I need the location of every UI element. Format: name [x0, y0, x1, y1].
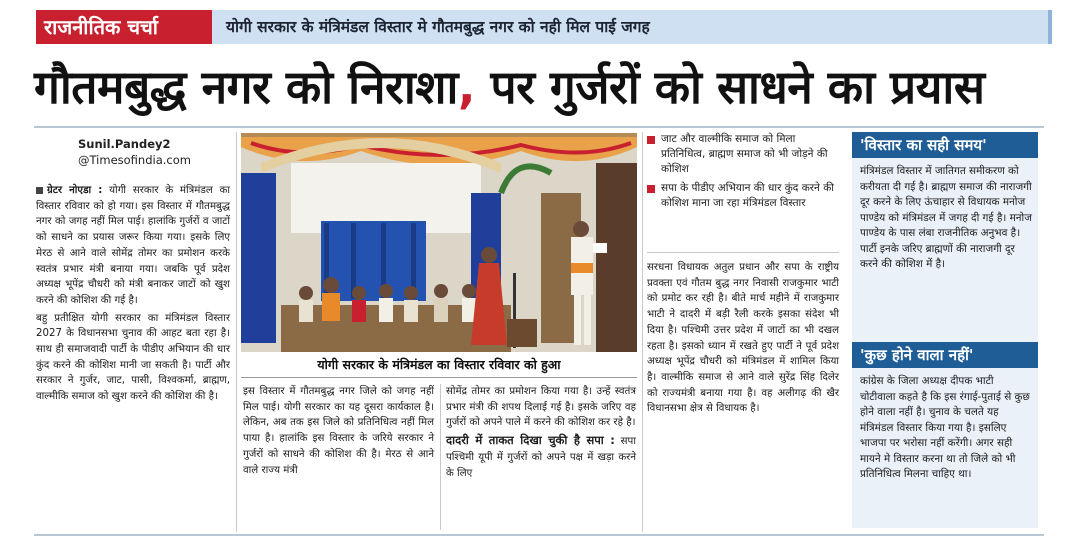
subheading: दादरी में ताकत दिखा चुकी है सपा : — [446, 433, 615, 448]
band-edge — [1048, 10, 1052, 44]
section-band — [36, 10, 1050, 44]
photo-caption: योगी सरकार के मंत्रिमंडल का विस्तार रविवार को हुआ — [241, 352, 637, 378]
bullets-rule — [647, 252, 839, 253]
article-column-3 — [446, 384, 636, 483]
column4-text: सरधना विधायक अतुल प्रधान और सपा के राष्ट्रीय प्रवक्ता एवं गौतम बुद्ध नगर निवासी राजकुमार भाटी को प्रमोट कर रही है। बीते मार्च महीने में राजकुमार भाटी ने दादरी में बड़ी रैली करके इसका संदेश भी दिया है। पश्चिमी उत्तर प्रदेश में जाटों का भी दखल रहता है। इसको ध्यान में रखते हुए पार्टी ने पूर्व प्रदेश अध्यक्ष भूपेंद्र चौधरी को मंत्रिमंडल में शामिल किया है। वाल्मीकि समाज से आने वाले सुरेंद्र सिंह दिलेर को राज्यमंत्री बनाया गया है। वह अलीगढ़ की खैर विधानसभा क्षेत्र से विधायक है। — [647, 262, 839, 415]
sidebar-title-1: 'विस्तार का सही समय' — [852, 132, 1038, 158]
column1-text1: योगी सरकार के मंत्रिमंडल का विस्तार रविवार को हो गया। इस विस्तार में गौतमबुद्ध नगर को जगह नहीं मिल पाई। हालांकि गुर्जरों व जाटों को साधने का प्रयास जरूर किया गया। इसके लिए मेरठ से आने वाले सोमेंद्र तोमर का प्रमोशन करके स्वतंत्र प्रभार मंत्री बनाया गया। जबकि पूर्व प्रदेश अध्यक्ष भूपेंद्र चौधरी को मंत्री बनाकर जाटों को खुश करने की कोशिश की गई है। — [36, 185, 230, 306]
headline-comma: , — [457, 60, 475, 114]
bullet-square-icon — [36, 187, 43, 194]
column-divider — [642, 132, 643, 532]
dateline: ग्रेटर नोएडा : — [47, 185, 103, 196]
column3-text: सोमेंद्र तोमर का प्रमोशन किया गया है। उन्हें स्वतंत्र प्रभार मंत्री की शपथ दिलाई गई है। इसके जरिए वह गुर्जरों को अपने पाले में करने की कोशिश कर रहे है। — [446, 386, 636, 429]
sidebar-text-1: मंत्रिमंडल विस्तार में जातिगत समीकरण को करीयता दी गई है। ब्राह्मण समाज की नाराजगी दूर करने के लिए ऊंचाहार से विधायक मनोज पाण्डेय को मंत्रिमंडल में जगह दी गई है। मनोज पाण्डेय के पास लंबा राजनीतिक अनुभव है। पार्टी इनके जरिए ब्राह्मणों की नाराजगी दूर करने की कोशिश में है। — [860, 165, 1032, 270]
highlight-bullet: सपा के पीडीए अभियान की धार कुंद करने की कोशिश माना जा रहा मंत्रिमंडल विस्तार — [647, 181, 839, 211]
ceremony-photo-illustration — [241, 133, 637, 352]
highlight-bullets — [647, 132, 839, 215]
article-column-1 — [36, 183, 230, 407]
column-divider — [440, 384, 441, 530]
column1-para1 — [36, 183, 230, 309]
highlight-bullet: जाट और वाल्मीकि समाज को मिला प्रतिनिधित्व, ब्राह्मण समाज को भी जोड़ने की कोशिश — [647, 132, 839, 177]
news-photo — [241, 133, 637, 352]
column1-para2: बहु प्रतीक्षित योगी सरकार का मंत्रिमंडल विस्तार 2027 के विधानसभा चुनाव की आहट बता रहा है। साथ ही समाजवादी पार्टी के पीडीए अभियान की धार कुंद करने की कोशिश मानी जा सकती है। पार्टी और सरकार ने गुर्जर, जाट, पासी, विश्वकर्मा, ब्राह्मण, वाल्मीकि समाज को खुश करने की कोशिश की है। — [36, 312, 230, 403]
section-tag: राजनीतिक चर्चा — [36, 10, 212, 44]
headline — [34, 52, 1044, 122]
column3-para2 — [446, 433, 636, 481]
column-divider — [236, 132, 237, 532]
bottom-rule — [34, 534, 1044, 536]
author-name: Sunil.Pandey2 — [78, 137, 171, 151]
sidebar-text-2: कांग्रेस के जिला अध्यक्ष दीपक भाटी चोटीवाला कहते है कि इस रंगाई-पुताई से कुछ होने वाला नहीं है। चुनाव के चलते यह मंत्रिमंडल विस्तार किया गया है। इसलिए भाजपा पर भरोसा नहीं करेंगी। अगर सही मायने मे विस्तार करना था तो जिले को भी प्रतिनिधित्व मिलना चाहिए था। — [860, 375, 1030, 480]
article-column-2 — [243, 384, 434, 480]
headline-part2: पर गुर्जरों को साधने का प्रयास — [474, 60, 985, 114]
column2-text: इस विस्तार में गौतमबुद्ध नगर जिले को जगह नहीं मिल पाई। योगी सरकार का यह दूसरा कार्यकाल है। लेकिन, अब तक इस जिले को प्रतिनिधित्व नहीं मिल पाया है। हालांकि इस विस्तार के जरिये सरकार ने गुर्जरों को साधने की कोशिश की है। मेरठ से आने वाले राज्य मंत्री — [243, 386, 434, 476]
headline-rule — [34, 126, 1044, 128]
section-subtitle: योगी सरकार के मंत्रिमंडल विस्तार मे गौतमबुद्ध नगर को नही मिल पाई जगह — [226, 18, 650, 36]
sidebar-title-2: 'कुछ होने वाला नहीं' — [852, 342, 1038, 368]
article-column-4 — [647, 260, 839, 419]
byline — [78, 136, 191, 168]
column3-text2: सपा पश्चिमी यूपी में गुर्जरों को अपने पक्ष में खड़ा करने के लिए — [446, 436, 636, 479]
headline-part1: गौतमबुद्ध नगर को निराशा — [34, 60, 458, 114]
author-handle: @Timesofindia.com — [78, 153, 191, 167]
